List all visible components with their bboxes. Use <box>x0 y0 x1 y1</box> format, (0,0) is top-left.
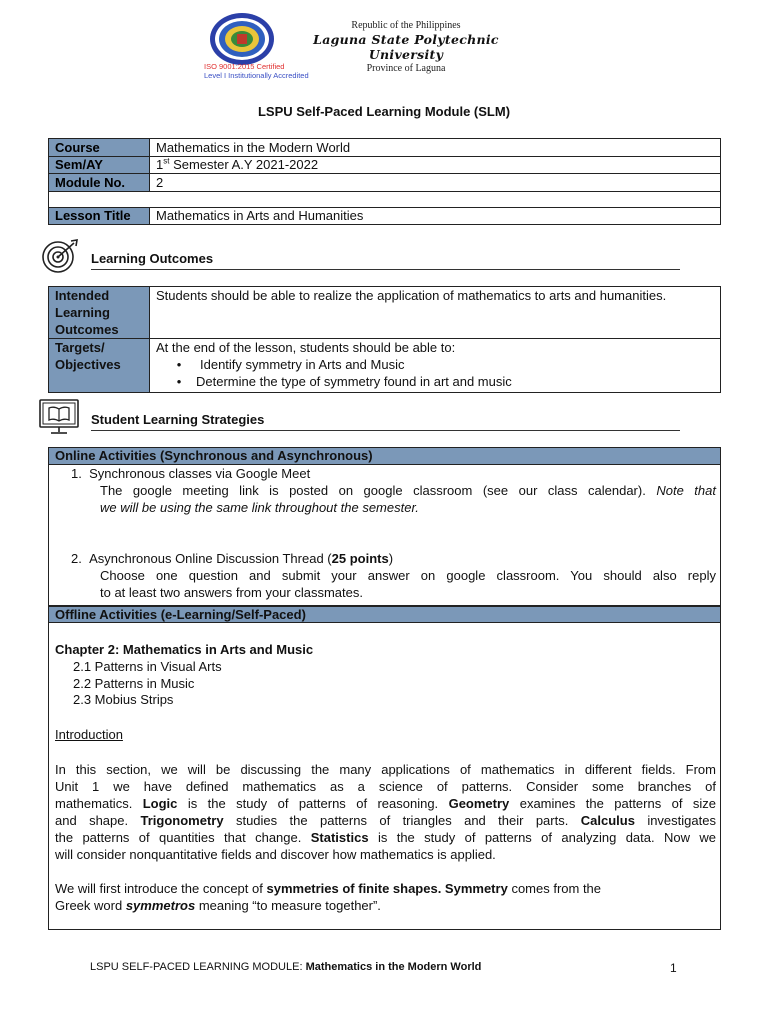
course-label: Course <box>49 139 150 157</box>
bullet-icon: • <box>176 374 182 389</box>
term-symmetros: symmetros <box>125 898 196 913</box>
text-segment: studies the patterns of triangles and their parts. <box>235 813 569 828</box>
province-line: Province of Laguna <box>366 63 446 74</box>
sem-number: 1 <box>156 157 164 173</box>
para1-line6: will consider nonquantitative fields and discover how mathematics is applied. <box>55 847 496 862</box>
online-item-2-text-1: Choose one question and submit your answer on google classroom. You should also reply <box>100 568 716 583</box>
sem-superscript: st <box>163 156 170 166</box>
text-segment: meaning “to measure together”. <box>198 898 381 913</box>
target-item-1: Identify symmetry in Arts and Music <box>200 357 405 372</box>
offline-activities-header: Offline Activities (e-Learning/Self-Paced) <box>49 606 720 623</box>
sem-rest: Semester A.Y 2021-2022 <box>169 157 319 173</box>
online-item-2 <box>71 550 393 567</box>
module-value: 2 <box>150 174 721 192</box>
course-info-table <box>48 138 721 225</box>
text-segment: the patterns of quantities that change. <box>55 830 302 845</box>
text-segment: is the study of patterns of analyzing data. Now we <box>377 830 716 845</box>
university-name: Laguna State Polytechnic University <box>313 32 499 62</box>
table-row <box>49 339 721 393</box>
heading-rule <box>91 269 680 270</box>
introduction-heading: Introduction <box>55 727 123 742</box>
strategies-heading <box>36 399 680 435</box>
text-segment: is the study of patterns of reasoning. <box>187 796 439 811</box>
text-segment: mathematics. <box>55 796 133 811</box>
online-activities-body <box>49 465 720 605</box>
item-number: 1. <box>71 466 90 481</box>
para1-line4 <box>55 812 716 829</box>
table-row <box>49 174 721 192</box>
text-segment: comes from the <box>511 881 602 896</box>
text-segment: ) <box>388 551 394 566</box>
text-segment: examines the patterns of size <box>519 796 716 811</box>
republic-line: Republic of the Philippines <box>351 20 461 31</box>
online-item-1-text <box>100 482 716 499</box>
item-number: 2. <box>71 551 90 566</box>
footer-course: Mathematics in the Modern World <box>305 961 482 973</box>
term-symmetry: symmetries of finite shapes. Symmetry <box>266 881 508 896</box>
bullet-icon: • <box>176 357 182 372</box>
learning-outcomes-heading <box>36 238 680 274</box>
para2-line1 <box>55 880 601 897</box>
table-row <box>49 207 721 225</box>
offline-activities-box <box>48 606 721 930</box>
para1-line1: In this section, we will be discussing the many applications of mathematics in different fields. From <box>55 762 716 777</box>
text-segment: Greek word <box>55 898 123 913</box>
table-row <box>49 287 721 339</box>
table-row <box>49 139 721 157</box>
online-item-1-title: Synchronous classes via Google Meet <box>89 466 311 481</box>
text-segment: The google meeting link is posted on google classroom (see our class calendar). <box>100 483 646 498</box>
sem-label: Sem/AY <box>49 156 150 174</box>
points-value: 25 points <box>331 551 389 566</box>
heading-rule <box>91 430 680 431</box>
footer-prefix: LSPU SELF-PACED LEARNING MODULE: <box>90 961 303 973</box>
para2-line2 <box>55 897 381 914</box>
chapter-item-2: 2.2 Patterns in Music <box>73 676 195 691</box>
page-header <box>0 8 768 78</box>
targets-label: Targets/ Objectives <box>49 339 150 393</box>
para1-line3 <box>55 795 716 812</box>
text-segment: We will first introduce the concept of <box>55 881 263 896</box>
targets-intro: At the end of the lesson, students should be able to: <box>156 340 456 355</box>
iso-certification: ISO 9001:2015 Certified <box>204 62 285 71</box>
blank-cell <box>49 191 721 207</box>
list-item <box>156 356 714 373</box>
para1-line2: Unit 1 we have defined mathematics as a science of patterns. Consider some branches of <box>55 779 716 794</box>
strategies-title: Student Learning Strategies <box>91 412 265 427</box>
university-text <box>286 20 526 74</box>
term-statistics: Statistics <box>310 830 369 845</box>
computer-book-icon <box>36 399 84 435</box>
term-trigonometry: Trigonometry <box>140 813 224 828</box>
text-segment: investigates <box>647 813 716 828</box>
targets-cell <box>150 339 721 393</box>
online-item-2-text-2: to at least two answers from your classmates. <box>100 585 363 600</box>
lesson-label: Lesson Title <box>49 207 150 225</box>
chapter-item-1: 2.1 Patterns in Visual Arts <box>73 659 222 674</box>
online-item-1 <box>71 465 310 482</box>
online-item-2-title: Asynchronous Online Discussion Thread ( <box>89 551 332 566</box>
term-calculus: Calculus <box>580 813 635 828</box>
target-icon <box>36 238 84 274</box>
outcomes-table <box>48 286 721 393</box>
course-value: Mathematics in the Modern World <box>150 139 721 157</box>
term-logic: Logic <box>142 796 178 811</box>
learning-outcomes-title: Learning Outcomes <box>91 251 214 266</box>
module-label: Module No. <box>49 174 150 192</box>
list-item <box>156 373 714 390</box>
chapter-item-3: 2.3 Mobius Strips <box>73 692 174 707</box>
lesson-value: Mathematics in Arts and Humanities <box>150 207 721 225</box>
chapter-title: Chapter 2: Mathematics in Arts and Music <box>55 642 314 657</box>
page-number: 1 <box>670 961 677 975</box>
page-footer <box>90 961 690 973</box>
text-segment: and shape. <box>55 813 129 828</box>
para1-line5 <box>55 829 716 846</box>
sem-value <box>150 156 721 174</box>
online-item-1-note: we will be using the same link throughout the semester. <box>100 500 419 515</box>
table-row <box>49 156 721 174</box>
online-activities-box <box>48 447 721 606</box>
ilo-text: Students should be able to realize the application of mathematics to arts and humanities. <box>150 287 721 339</box>
university-seal-icon <box>208 12 274 66</box>
table-row-blank <box>49 191 721 207</box>
target-item-2: Determine the type of symmetry found in art and music <box>196 374 512 389</box>
module-title: LSPU Self-Paced Learning Module (SLM) <box>257 104 511 119</box>
term-geometry: Geometry <box>448 796 510 811</box>
ilo-label: Intended Learning Outcomes <box>49 287 150 339</box>
online-activities-header: Online Activities (Synchronous and Asynchronous) <box>49 448 720 465</box>
text-segment-italic: Note that <box>656 483 716 498</box>
accreditation-level: Level I Institutionally Accredited <box>204 71 309 80</box>
offline-activities-body <box>49 623 720 929</box>
